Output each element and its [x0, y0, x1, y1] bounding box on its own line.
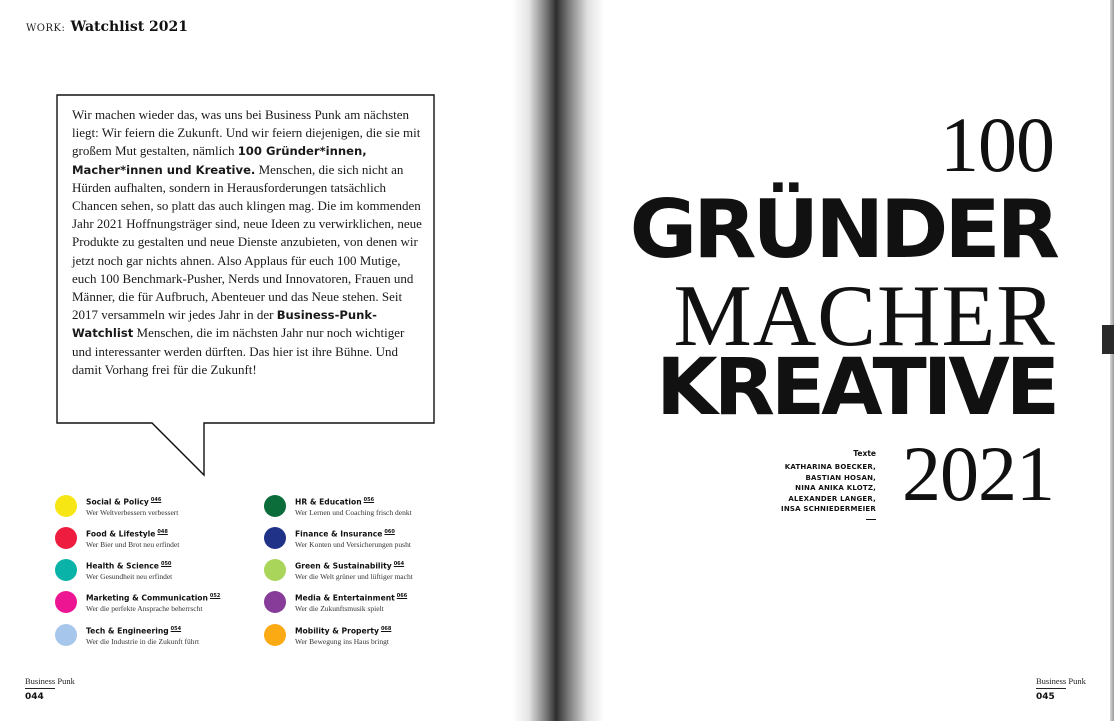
category-desc: Wer die Industrie in die Zukunft führt	[86, 637, 200, 646]
category-desc: Wer Gesundheit neu erfindet	[86, 572, 173, 581]
category-finance-insurance[interactable]	[264, 527, 464, 553]
headline-year: 2021	[902, 430, 1054, 517]
intro-highlight-1: 100 Gründer*innen, Macher*innen und Kreative.	[72, 144, 367, 177]
category-dot-icon	[264, 495, 286, 517]
category-name: Tech & Engineering	[86, 626, 169, 636]
intro-highlight-2: Business-Punk-Watchlist	[72, 308, 377, 341]
credit-name: BASTIAN HOSAN,	[805, 473, 876, 482]
category-page: 050	[160, 561, 172, 567]
category-name: Media & Entertainment	[295, 593, 395, 603]
credit-name: NINA ANIKA KLOTZ,	[795, 484, 876, 492]
credit-name: INSA SCHNIEDERMEIER	[781, 505, 876, 513]
edge-tab-marker	[1102, 325, 1114, 354]
headline-gruender: GRÜNDER	[629, 183, 1056, 276]
category-desc: Wer Konten und Versicherungen pusht	[295, 540, 411, 549]
credit-name: ALEXANDER LANGER,	[788, 494, 876, 503]
section-kicker: WORK:	[26, 23, 66, 34]
category-page: 060	[384, 529, 395, 535]
category-name: Social & Policy	[86, 497, 149, 507]
intro-paragraph-3: Menschen, die im nächsten Jahr nur noch wichtiger und interessanter werden dürften. Das hier ist ihre Bühne. Und damit Vorhang frei für die Zukunft!	[72, 325, 405, 377]
category-green-sustainability[interactable]	[264, 559, 464, 585]
category-dot-icon	[55, 591, 77, 613]
category-food-lifestyle[interactable]	[55, 527, 255, 553]
category-media-entertainment[interactable]	[264, 591, 464, 617]
intro-paragraph-2: Menschen, die sich nicht an Hürden aufhalten, sondern in Herausforderungen tatsächlich Chancen sehen, so platt das auch klingen mag. Die im kommenden Jahr 2021 Hoffnungsträger sind, neue Ideen zu verwirklichen, neue Produkte zu gestalten und neue Dienste anzubieten, von denen wir jetzt noch gar nichts ahnen. Also Applaus für euch 100 Mutige, euch 100 Benchmark-Pusher, Nerds und Innovatoren, Frauen und Männer, die für Aufbruch, Abenteuer und das Neue stehen. Seit 2017 versammeln wir jedes Jahr in der	[72, 161, 422, 323]
category-page: 068	[380, 626, 392, 632]
headline-kreative: KREATIVE	[656, 343, 1056, 433]
category-health-science[interactable]	[55, 559, 255, 585]
category-tech-engineering[interactable]	[55, 624, 255, 650]
credits-label: Texte	[853, 449, 876, 458]
category-name: Mobility & Property	[295, 626, 379, 636]
category-marketing-communication[interactable]	[55, 591, 255, 617]
magazine-name: Business Punk	[25, 676, 75, 686]
footer-rule	[25, 688, 55, 689]
category-mobility-property[interactable]	[264, 624, 464, 650]
category-desc: Wer Bewegung ins Haus bringt	[295, 637, 389, 646]
category-dot-icon	[55, 495, 77, 517]
category-page: 056	[363, 497, 375, 503]
category-dot-icon	[55, 559, 77, 581]
category-dot-icon	[55, 527, 77, 549]
category-name: Green & Sustainability	[295, 561, 392, 571]
category-page: 064	[393, 561, 405, 567]
section-title: Watchlist 2021	[70, 19, 189, 35]
category-page: 066	[396, 593, 408, 599]
category-page: 048	[157, 529, 168, 535]
category-name: Food & Lifestyle	[86, 529, 156, 539]
headline-macher: MACHER	[673, 268, 1056, 365]
footer-rule	[1036, 688, 1066, 689]
intro-text	[72, 106, 424, 379]
category-dot-icon	[264, 624, 286, 646]
category-desc: Wer die perfekte Ansprache beherrscht	[86, 604, 203, 613]
section-header	[26, 16, 188, 35]
category-page: 054	[170, 626, 182, 632]
category-desc: Wer Lernen und Coaching frisch denkt	[295, 508, 412, 517]
intro-speech-bubble	[56, 94, 435, 477]
category-desc: Wer die Zukunftsmusik spielt	[295, 604, 384, 613]
intro-paragraph-1: Wir machen wieder das, was uns bei Business Punk am nächsten liegt: Wir feiern die Zukunft. Und wir feiern diejenigen, die sie mit großem Mut gestalten, nämlich	[72, 107, 421, 159]
category-page: 046	[150, 497, 162, 503]
page-number: 044	[25, 692, 44, 702]
category-name: Health & Science	[86, 561, 159, 571]
category-dot-icon	[264, 527, 286, 549]
author-credits	[730, 449, 876, 520]
category-name: Finance & Insurance	[295, 529, 383, 539]
page-footer-right	[1036, 676, 1086, 702]
category-hr-education[interactable]	[264, 495, 464, 521]
headline-number: 100	[940, 101, 1054, 188]
category-name: Marketing & Communication	[86, 593, 208, 603]
credit-name: KATHARINA BOECKER,	[784, 463, 876, 471]
category-page: 052	[209, 593, 221, 599]
page-number: 045	[1036, 692, 1055, 702]
category-dot-icon	[264, 591, 286, 613]
category-dot-icon	[264, 559, 286, 581]
category-name: HR & Education	[295, 497, 362, 507]
category-desc: Wer Weltverbessern verbessert	[86, 508, 179, 517]
page-footer-left	[25, 676, 75, 702]
category-desc: Wer Bier und Brot neu erfindet	[86, 540, 180, 549]
category-dot-icon	[55, 624, 77, 646]
credits-dash	[866, 519, 876, 520]
magazine-name: Business Punk	[1036, 676, 1086, 686]
category-social-policy[interactable]	[55, 495, 255, 521]
page-edge	[1110, 0, 1114, 721]
category-desc: Wer die Welt grüner und lüftiger macht	[295, 572, 413, 581]
